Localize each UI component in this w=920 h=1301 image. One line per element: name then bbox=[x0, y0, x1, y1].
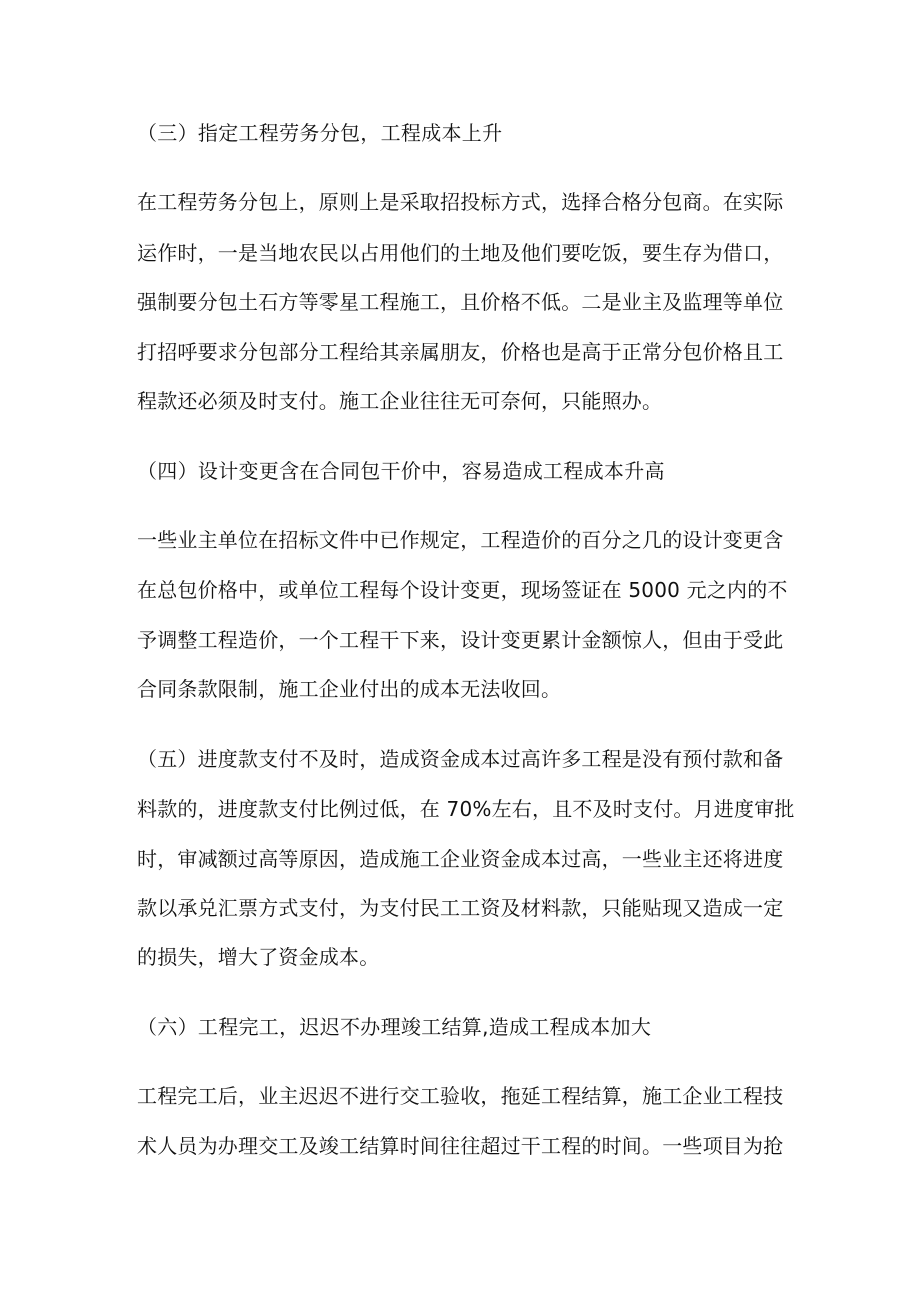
section-four-line-2: 在总包价格中，或单位工程每个设计变更，现场签证在 5000 元之内的不 bbox=[137, 578, 788, 602]
section-three-line-4: 打招呼要求分包部分工程给其亲属朋友，价格也是高于正常分包价格且工 bbox=[137, 340, 784, 364]
section-six-line-1: 工程完工后，业主迟迟不进行交工验收，拖延工程结算，施工企业工程技 bbox=[137, 1084, 784, 1108]
section-five-line-1: （五）进度款支付不及时，造成资金成本过高许多工程是没有预付款和备 bbox=[137, 747, 784, 771]
section-six-heading: （六）工程完工，迟迟不办理竣工结算,造成工程成本加大 bbox=[137, 1015, 652, 1039]
section-five-line-2: 料款的，进度款支付比例过低，在 70%左右，且不及时支付。月进度审批 bbox=[137, 797, 795, 821]
section-three-heading: （三）指定工程劳务分包，工程成本上升 bbox=[137, 121, 503, 145]
section-four-heading: （四）设计变更含在合同包干价中，容易造成工程成本升高 bbox=[137, 459, 665, 483]
section-four-line-1: 一些业主单位在招标文件中已作规定，工程造价的百分之几的设计变更含 bbox=[137, 528, 784, 552]
section-five-line-5: 的损失，增大了资金成本。 bbox=[137, 945, 380, 969]
section-three-line-3: 强制要分包土石方等零星工程施工，且价格不低。二是业主及监理等单位 bbox=[137, 290, 784, 314]
section-three-line-5: 程款还必须及时支付。施工企业往往无可奈何，只能照办。 bbox=[137, 389, 663, 413]
section-five-line-4: 款以承兑汇票方式支付，为支付民工工资及材料款，只能贴现又造成一定 bbox=[137, 896, 784, 920]
section-five-line-3: 时，审减额过高等原因，造成施工企业资金成本过高，一些业主还将进度 bbox=[137, 847, 784, 871]
section-six-line-2: 术人员为办理交工及竣工结算时间往往超过干工程的时间。一些项目为抢 bbox=[137, 1134, 784, 1158]
section-three-line-2: 运作时，一是当地农民以占用他们的土地及他们要吃饭，要生存为借口， bbox=[137, 241, 784, 265]
section-three-line-1: 在工程劳务分包上，原则上是采取招投标方式，选择合格分包商。在实际 bbox=[137, 190, 784, 214]
section-four-line-3: 予调整工程造价，一个工程干下来，设计变更累计金额惊人，但由于受此 bbox=[137, 628, 784, 652]
section-four-line-4: 合同条款限制，施工企业付出的成本无法收回。 bbox=[137, 677, 562, 701]
